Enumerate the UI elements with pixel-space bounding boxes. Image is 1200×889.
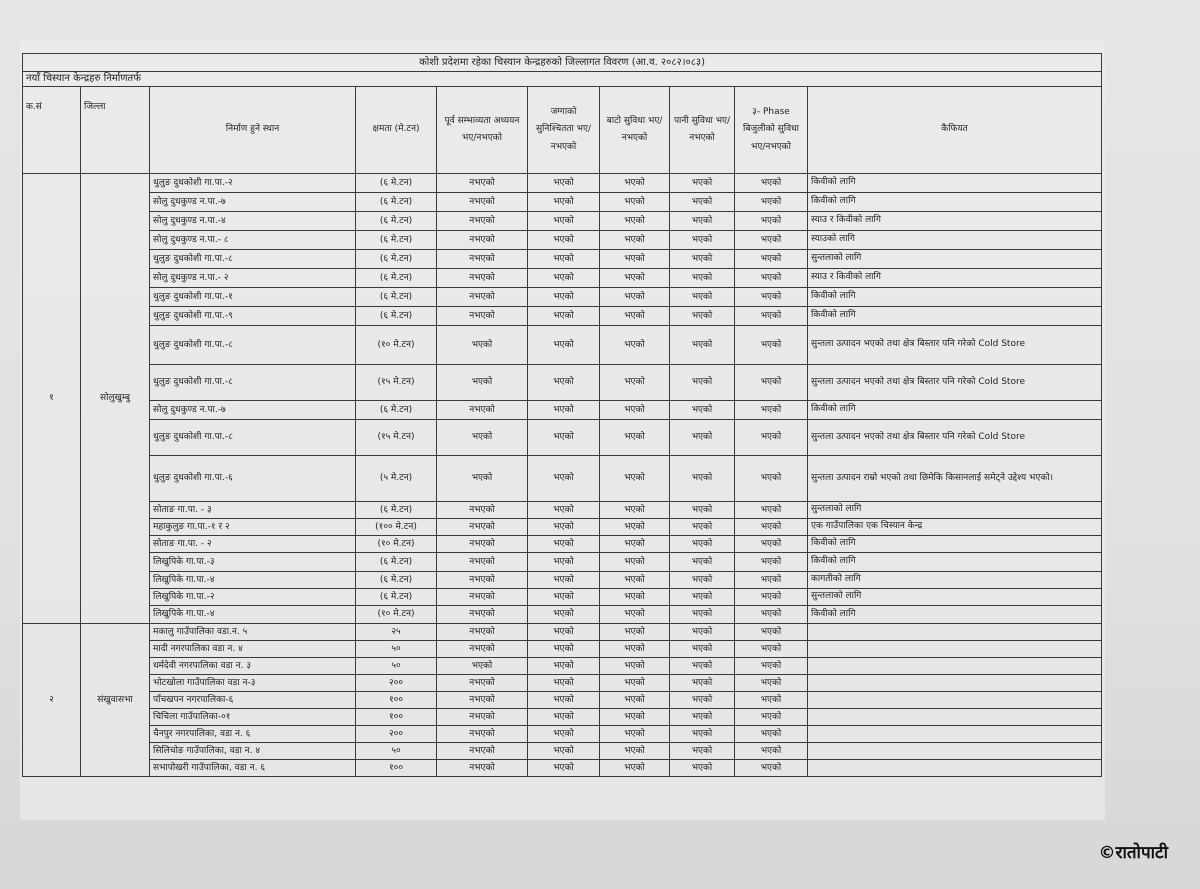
header-road: बाटो सुविधा भए/नभएको [600, 87, 670, 174]
electricity-cell: भएको [735, 502, 808, 519]
feasibility-cell: नभएको [437, 606, 528, 624]
land-cell: भएको [528, 502, 600, 519]
capacity-cell: (१५ मे.टन) [356, 420, 437, 456]
capacity-cell: १०० [356, 692, 437, 709]
capacity-cell: (६ मे.टन) [356, 307, 437, 326]
water-cell: भएको [670, 658, 735, 675]
place-cell: सोलु दुधकुण्ड न.पा.-४ [150, 212, 356, 231]
place-cell: थुलुङ दुधकोशी गा.पा.-१ [150, 288, 356, 307]
water-cell: भएको [670, 519, 735, 536]
road-cell: भएको [600, 589, 670, 606]
feasibility-cell: नभएको [437, 231, 528, 250]
land-cell: भएको [528, 288, 600, 307]
place-cell: थुलुङ दुधकोशी गा.पा.-८ [150, 365, 356, 401]
electricity-cell: भएको [735, 326, 808, 365]
feasibility-cell: नभएको [437, 212, 528, 231]
feasibility-cell: नभएको [437, 401, 528, 420]
road-cell: भएको [600, 624, 670, 641]
table-row [23, 589, 1102, 606]
capacity-cell: ५० [356, 743, 437, 760]
district-cell: सोलुखुम्बु [81, 174, 150, 624]
place-cell: चैनपुर नगरपालिका, वडा न. ६ [150, 726, 356, 743]
electricity-cell: भएको [735, 231, 808, 250]
land-cell: भएको [528, 572, 600, 589]
table-row [23, 641, 1102, 658]
electricity-cell: भएको [735, 401, 808, 420]
land-cell: भएको [528, 760, 600, 777]
remarks-cell: सुन्तला उत्पादन भएको तथा क्षेत्र बिस्तार पनि गरेको Cold Store [808, 420, 1102, 456]
table-row [23, 572, 1102, 589]
remarks-cell: सुन्तलाको लागि [808, 502, 1102, 519]
water-cell: भएको [670, 420, 735, 456]
road-cell: भएको [600, 519, 670, 536]
water-cell: भएको [670, 675, 735, 692]
land-cell: भएको [528, 174, 600, 193]
water-cell: भएको [670, 269, 735, 288]
road-cell: भएको [600, 401, 670, 420]
capacity-cell: (१०० मे.टन) [356, 519, 437, 536]
road-cell: भएको [600, 365, 670, 401]
remarks-cell [808, 641, 1102, 658]
table-row [23, 212, 1102, 231]
water-cell: भएको [670, 726, 735, 743]
capacity-cell: (६ मे.टन) [356, 553, 437, 572]
table-row [23, 326, 1102, 365]
remarks-cell: सुन्तला उत्पादन भएको तथा क्षेत्र बिस्तार पनि गरेको Cold Store [808, 365, 1102, 401]
header-sn: क.सं [23, 87, 81, 174]
feasibility-cell: भएको [437, 365, 528, 401]
place-cell: थुलुङ दुधकोशी गा.पा.-२ [150, 174, 356, 193]
land-cell: भएको [528, 743, 600, 760]
water-cell: भएको [670, 709, 735, 726]
feasibility-cell: नभएको [437, 692, 528, 709]
land-cell: भएको [528, 365, 600, 401]
water-cell: भएको [670, 193, 735, 212]
water-cell: भएको [670, 365, 735, 401]
road-cell: भएको [600, 675, 670, 692]
electricity-cell: भएको [735, 692, 808, 709]
land-cell: भएको [528, 250, 600, 269]
feasibility-cell: भएको [437, 456, 528, 502]
table-row [23, 502, 1102, 519]
serial-number-cell: २ [23, 624, 81, 777]
place-cell: मादी नगरपालिका वडा न. ४ [150, 641, 356, 658]
road-cell: भएको [600, 502, 670, 519]
remarks-cell: स्याउको लागि [808, 231, 1102, 250]
place-cell: थुलुङ दुधकोशी गा.पा.-८ [150, 420, 356, 456]
electricity-cell: भएको [735, 709, 808, 726]
remarks-cell: स्याउ र किवीको लागि [808, 212, 1102, 231]
capacity-cell: (६ मे.टन) [356, 250, 437, 269]
place-cell: थुलुङ दुधकोशी गा.पा.-८ [150, 250, 356, 269]
place-cell: थुलुङ दुधकोशी गा.पा.-६ [150, 456, 356, 502]
feasibility-cell: नभएको [437, 624, 528, 641]
water-cell: भएको [670, 760, 735, 777]
electricity-cell: भएको [735, 250, 808, 269]
water-cell: भएको [670, 326, 735, 365]
cold-storage-table [22, 53, 1102, 777]
place-cell: थुलुङ दुधकोशी गा.पा.-९ [150, 307, 356, 326]
feasibility-cell: नभएको [437, 553, 528, 572]
remarks-cell: किवीको लागि [808, 553, 1102, 572]
road-cell: भएको [600, 536, 670, 553]
table-row [23, 250, 1102, 269]
watermark: ©रातोपाटी [1098, 843, 1168, 863]
place-cell: मकालु गाउँपालिका वडा.न. ५ [150, 624, 356, 641]
feasibility-cell: नभएको [437, 307, 528, 326]
land-cell: भएको [528, 675, 600, 692]
feasibility-cell: नभएको [437, 288, 528, 307]
water-cell: भएको [670, 502, 735, 519]
road-cell: भएको [600, 174, 670, 193]
feasibility-cell: नभएको [437, 743, 528, 760]
electricity-cell: भएको [735, 420, 808, 456]
capacity-cell: २०० [356, 726, 437, 743]
electricity-cell: भएको [735, 212, 808, 231]
capacity-cell: (६ मे.टन) [356, 401, 437, 420]
capacity-cell: (६ मे.टन) [356, 502, 437, 519]
electricity-cell: भएको [735, 572, 808, 589]
header-land: जग्गाको सुनिश्चितता भए/नभएको [528, 87, 600, 174]
water-cell: भएको [670, 553, 735, 572]
water-cell: भएको [670, 401, 735, 420]
feasibility-cell: भएको [437, 326, 528, 365]
feasibility-cell: नभएको [437, 675, 528, 692]
road-cell: भएको [600, 231, 670, 250]
remarks-cell: किवीको लागि [808, 606, 1102, 624]
place-cell: लिखुपिके गा.पा.-३ [150, 553, 356, 572]
road-cell: भएको [600, 726, 670, 743]
water-cell: भएको [670, 606, 735, 624]
capacity-cell: (६ मे.टन) [356, 288, 437, 307]
capacity-cell: (६ मे.टन) [356, 231, 437, 250]
feasibility-cell: भएको [437, 420, 528, 456]
land-cell: भएको [528, 606, 600, 624]
land-cell: भएको [528, 231, 600, 250]
feasibility-cell: नभएको [437, 589, 528, 606]
road-cell: भएको [600, 553, 670, 572]
capacity-cell: (६ मे.टन) [356, 589, 437, 606]
table-row [23, 692, 1102, 709]
land-cell: भएको [528, 536, 600, 553]
remarks-cell [808, 624, 1102, 641]
table-row [23, 365, 1102, 401]
water-cell: भएको [670, 231, 735, 250]
electricity-cell: भएको [735, 606, 808, 624]
electricity-cell: भएको [735, 760, 808, 777]
electricity-cell: भएको [735, 519, 808, 536]
electricity-cell: भएको [735, 553, 808, 572]
feasibility-cell: नभएको [437, 174, 528, 193]
road-cell: भएको [600, 420, 670, 456]
feasibility-cell: नभएको [437, 250, 528, 269]
table-row [23, 709, 1102, 726]
remarks-cell: सुन्तलाको लागि [808, 589, 1102, 606]
electricity-cell: भएको [735, 456, 808, 502]
electricity-cell: भएको [735, 589, 808, 606]
table-row [23, 536, 1102, 553]
capacity-cell: १०० [356, 760, 437, 777]
electricity-cell: भएको [735, 193, 808, 212]
electricity-cell: भएको [735, 658, 808, 675]
place-cell: महाकुलुङ गा.पा.-१ र २ [150, 519, 356, 536]
district-cell: संखुवासभा [81, 624, 150, 777]
remarks-cell: सुन्तला उत्पादन राम्रो भएको तथा छिमेकि किसानलाई समेट्ने उद्देश्य भएको। [808, 456, 1102, 502]
table-row [23, 726, 1102, 743]
place-cell: पाँचखपन नगरपालिका-६ [150, 692, 356, 709]
water-cell: भएको [670, 641, 735, 658]
water-cell: भएको [670, 624, 735, 641]
electricity-cell: भएको [735, 365, 808, 401]
water-cell: भएको [670, 456, 735, 502]
electricity-cell: भएको [735, 174, 808, 193]
remarks-cell: किवीको लागि [808, 288, 1102, 307]
feasibility-cell: नभएको [437, 726, 528, 743]
place-cell: सभापोखरी गाउँपालिका, वडा न. ६ [150, 760, 356, 777]
place-cell: लिखुपिके गा.पा.-४ [150, 572, 356, 589]
serial-number-cell: १ [23, 174, 81, 624]
land-cell: भएको [528, 624, 600, 641]
remarks-cell [808, 658, 1102, 675]
remarks-cell: किवीको लागि [808, 174, 1102, 193]
feasibility-cell: नभएको [437, 193, 528, 212]
capacity-cell: ५० [356, 658, 437, 675]
electricity-cell: भएको [735, 307, 808, 326]
feasibility-cell: नभएको [437, 760, 528, 777]
electricity-cell: भएको [735, 288, 808, 307]
header-remarks: कैफियत [808, 87, 1102, 174]
land-cell: भएको [528, 692, 600, 709]
land-cell: भएको [528, 307, 600, 326]
electricity-cell: भएको [735, 743, 808, 760]
remarks-cell [808, 692, 1102, 709]
feasibility-cell: नभएको [437, 641, 528, 658]
table-row [23, 288, 1102, 307]
water-cell: भएको [670, 288, 735, 307]
land-cell: भएको [528, 269, 600, 288]
feasibility-cell: नभएको [437, 502, 528, 519]
capacity-cell: (५ मे.टन) [356, 456, 437, 502]
header-capacity: क्षमता (मे.टन) [356, 87, 437, 174]
table-row [23, 420, 1102, 456]
remarks-cell [808, 743, 1102, 760]
capacity-cell: ५० [356, 641, 437, 658]
road-cell: भएको [600, 307, 670, 326]
capacity-cell: २०० [356, 675, 437, 692]
feasibility-cell: नभएको [437, 519, 528, 536]
road-cell: भएको [600, 760, 670, 777]
place-cell: लिखुपिके गा.पा.-४ [150, 606, 356, 624]
electricity-cell: भएको [735, 624, 808, 641]
place-cell: सोलु दुधकुण्ड न.पा.- २ [150, 269, 356, 288]
land-cell: भएको [528, 553, 600, 572]
place-cell: सोलु दुधकुण्ड न.पा.-७ [150, 401, 356, 420]
electricity-cell: भएको [735, 641, 808, 658]
place-cell: भोटखोला गाउँपालिका वडा न-३ [150, 675, 356, 692]
place-cell: थुलुङ दुधकोशी गा.पा.-८ [150, 326, 356, 365]
header-feasibility: पूर्व सम्भाव्यता अध्ययन भए/नभएको [437, 87, 528, 174]
water-cell: भएको [670, 743, 735, 760]
land-cell: भएको [528, 709, 600, 726]
road-cell: भएको [600, 709, 670, 726]
land-cell: भएको [528, 326, 600, 365]
road-cell: भएको [600, 606, 670, 624]
remarks-cell [808, 726, 1102, 743]
remarks-cell: स्याउ र किवीको लागि [808, 269, 1102, 288]
capacity-cell: (१५ मे.टन) [356, 365, 437, 401]
land-cell: भएको [528, 726, 600, 743]
remarks-cell: किवीको लागि [808, 193, 1102, 212]
water-cell: भएको [670, 589, 735, 606]
road-cell: भएको [600, 692, 670, 709]
table-row [23, 743, 1102, 760]
land-cell: भएको [528, 641, 600, 658]
place-cell: सोताङ गा.पा. - ३ [150, 502, 356, 519]
land-cell: भएको [528, 658, 600, 675]
capacity-cell: (६ मे.टन) [356, 193, 437, 212]
remarks-cell: सुन्तला उत्पादन भएको तथा क्षेत्र बिस्तार पनि गरेको Cold Store [808, 326, 1102, 365]
capacity-cell: (१० मे.टन) [356, 606, 437, 624]
capacity-cell: (६ मे.टन) [356, 174, 437, 193]
remarks-cell: सुन्तलाको लागि [808, 250, 1102, 269]
capacity-cell: (६ मे.टन) [356, 572, 437, 589]
road-cell: भएको [600, 658, 670, 675]
table-row [23, 307, 1102, 326]
land-cell: भएको [528, 519, 600, 536]
feasibility-cell: नभएको [437, 572, 528, 589]
road-cell: भएको [600, 250, 670, 269]
table-title: कोशी प्रदेशमा रहेका चिस्यान केन्द्रहरुको जिल्लागत विवरण (आ.व. २०८२।०८३) [23, 54, 1102, 72]
table-row [23, 675, 1102, 692]
land-cell: भएको [528, 212, 600, 231]
capacity-cell: (६ मे.टन) [356, 212, 437, 231]
place-cell: धर्मदेवी नगरपालिका वडा न. ३ [150, 658, 356, 675]
capacity-cell: (१० मे.टन) [356, 326, 437, 365]
water-cell: भएको [670, 572, 735, 589]
table-subtitle: नयाँ चिस्यान केन्द्रहरु निर्माणतर्फ [23, 72, 1102, 87]
table-row [23, 519, 1102, 536]
capacity-cell: १०० [356, 709, 437, 726]
water-cell: भएको [670, 536, 735, 553]
road-cell: भएको [600, 212, 670, 231]
place-cell: सोताङ गा.पा. - २ [150, 536, 356, 553]
land-cell: भएको [528, 401, 600, 420]
capacity-cell: (६ मे.टन) [356, 269, 437, 288]
road-cell: भएको [600, 456, 670, 502]
remarks-cell: एक गाउँपालिका एक चिस्यान केन्द्र [808, 519, 1102, 536]
table-row [23, 553, 1102, 572]
table-row [23, 606, 1102, 624]
place-cell: सिलिचोङ गाउँपालिका, वडा न. ४ [150, 743, 356, 760]
road-cell: भएको [600, 193, 670, 212]
land-cell: भएको [528, 420, 600, 456]
electricity-cell: भएको [735, 675, 808, 692]
header-district: जिल्ला [81, 87, 150, 174]
water-cell: भएको [670, 174, 735, 193]
road-cell: भएको [600, 743, 670, 760]
land-cell: भएको [528, 456, 600, 502]
table-row [23, 658, 1102, 675]
place-cell: लिखुपिके गा.पा.-२ [150, 589, 356, 606]
header-electricity: ३- Phase बिजुलीको सुविधा भए/नभएको [735, 87, 808, 174]
table-row [23, 269, 1102, 288]
water-cell: भएको [670, 307, 735, 326]
road-cell: भएको [600, 572, 670, 589]
feasibility-cell: नभएको [437, 269, 528, 288]
water-cell: भएको [670, 250, 735, 269]
place-cell: सोलु दुधकुण्ड न.पा.-७ [150, 193, 356, 212]
table-row [23, 401, 1102, 420]
remarks-cell: किवीको लागि [808, 536, 1102, 553]
capacity-cell: (१० मे.टन) [356, 536, 437, 553]
road-cell: भएको [600, 326, 670, 365]
header-water: पानी सुविधा भए/नभएको [670, 87, 735, 174]
electricity-cell: भएको [735, 726, 808, 743]
table-row [23, 624, 1102, 641]
remarks-cell [808, 709, 1102, 726]
electricity-cell: भएको [735, 536, 808, 553]
remarks-cell: किवीको लागि [808, 307, 1102, 326]
land-cell: भएको [528, 193, 600, 212]
table-row [23, 231, 1102, 250]
remarks-cell [808, 675, 1102, 692]
road-cell: भएको [600, 288, 670, 307]
header-place: निर्माण हुने स्थान [150, 87, 356, 174]
table-row [23, 760, 1102, 777]
remarks-cell: किवीको लागि [808, 401, 1102, 420]
capacity-cell: २५ [356, 624, 437, 641]
remarks-cell [808, 760, 1102, 777]
place-cell: सोलु दुधकुण्ड न.पा.- ८ [150, 231, 356, 250]
electricity-cell: भएको [735, 269, 808, 288]
table-row [23, 174, 1102, 193]
table-row [23, 456, 1102, 502]
feasibility-cell: नभएको [437, 709, 528, 726]
feasibility-cell: भएको [437, 658, 528, 675]
table-row [23, 193, 1102, 212]
remarks-cell: कागतीको लागि [808, 572, 1102, 589]
feasibility-cell: नभएको [437, 536, 528, 553]
water-cell: भएको [670, 692, 735, 709]
land-cell: भएको [528, 589, 600, 606]
water-cell: भएको [670, 212, 735, 231]
place-cell: चिचिला गाउँपालिका-०१ [150, 709, 356, 726]
road-cell: भएको [600, 269, 670, 288]
road-cell: भएको [600, 641, 670, 658]
